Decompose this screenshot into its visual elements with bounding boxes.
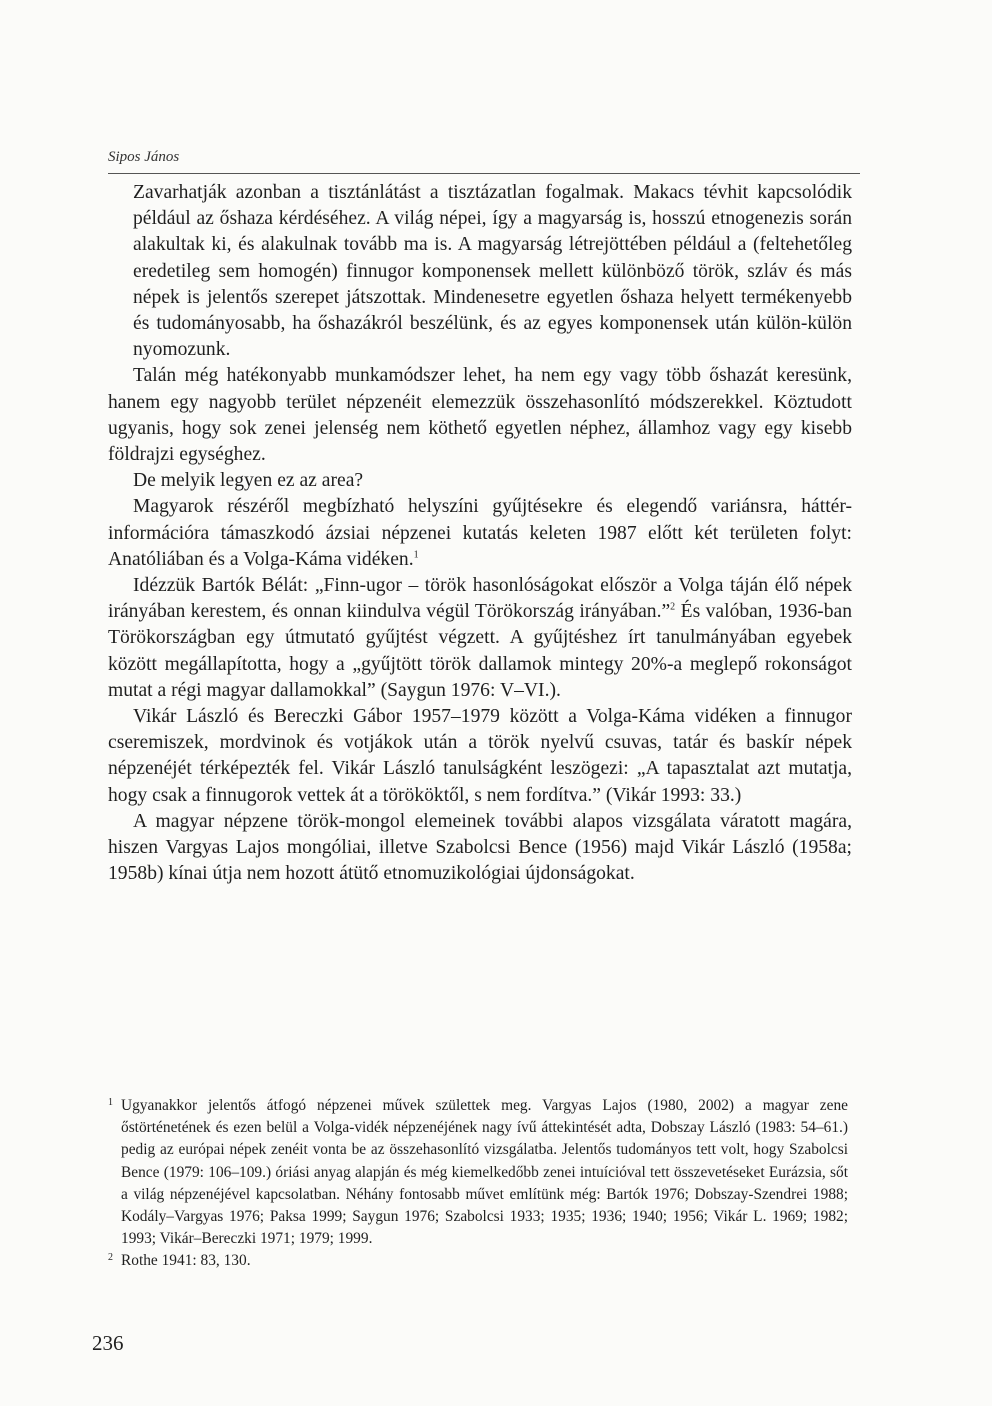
paragraph: Vikár László és Bereczki Gábor 1957–1979 között a Volga-Káma vidéken a finnugor cseremiszek, mordvinok és votjákok után a török nyelvű csuvas, tatár és baskír népek népzenéjét térképezték fel. Vikár László tanulságként leszögezi: „A tapasztalat azt mutatja, hogy csak a finnugorok vettek át a törököktől, s nem fordítva.” (Vikár 1993: 33.): [108, 706, 852, 806]
footnote-mark: 2: [108, 1252, 113, 1264]
paragraph: [108, 573, 852, 704]
paragraph: De melyik legyen ez az area?: [133, 470, 364, 492]
paragraph: Talán még hatékonyabb munkamódszer lehet, ha nem egy vagy több őshazát keresünk, hanem egy nagyobb terület népzenéit elemezzük összehasonlító módszerekkel. Köztudott ugyanis, hogy sok zenei jelenség nem köthető egyetlen néphez, államhoz vagy egy kisebb földrajzi egységhez.: [108, 365, 852, 466]
header-rule: [108, 173, 860, 174]
main-text: [108, 180, 852, 887]
paragraph: Zavarhatják azonban a tisztánlátást a tisztázatlan fogalmak. Makacs tévhit kapcsolódik például az őshaza kérdéséhez. A világ népei, így a magyarság is, hosszú etnogenezis során alakultak ki, és alakulnak tovább ma is. A magyarság létrejöttében például a (feltehetőleg eredetileg sem homogén) finnugor komponensek mellett különböző török, szláv és más népek is jelentős szerepet játszottak. Mindenesetre egyetlen őshaza helyett termékenyebb és tudományosabb, ha őshazákról beszélünk, és az egyes komponensek után külön-külön nyomozunk.: [133, 182, 852, 361]
footnote-ref[interactable]: 2: [670, 601, 676, 613]
footnote-ref[interactable]: 1: [413, 549, 419, 561]
paragraph-text: Magyarok részéről megbízható helyszíni gyűjtésekre és elegendő variánsra, háttér-információra támaszkodó ázsiai népzenei kutatás keleten 1987 előtt két területen folyt: Anatóliában és a Volga-Káma vidéken.: [108, 496, 852, 570]
footnote: [108, 1250, 848, 1272]
footnotes: [108, 1095, 848, 1273]
page-number: 236: [92, 1331, 124, 1355]
footnote: [108, 1095, 848, 1250]
paragraph: A magyar népzene török-mongol elemeinek további alapos vizsgálata váratott magára, hiszen Vargyas Lajos mongóliai, illetve Szabolcsi Bence (1956) majd Vikár László (1958a; 1958b) kínai útja nem hozott átütő etnomuzikológiai újdonságokat.: [108, 810, 852, 885]
paragraph: [108, 494, 852, 573]
paragraph-text: Idézzük Bartók Bélát: „Finn-ugor – török hasonlóságokat először a Volga táján élő népek irányában kerestem, és onnan kiindulva végül Törökország irányában.”$^2$ És valóban, 1936-ban Törökországban egy útmutató gyűjtést végzett. A gyűjtéshez írt tanulmányában egyebek között megállapította, hogy a „gyűjtött török dallamok mintegy 20%-a meglepő rokonságot mutat a régi magyar dallamokkal” (Saygun 1976: V–VI.).: [108, 575, 852, 701]
running-head-author: Sipos János: [108, 149, 180, 165]
footnote-text: Ugyanakkor jelentős átfogó népzenei művek születtek meg. Vargyas Lajos (1980, 2002) a magyar zene őstörténetének és ezen belül a Volga-vidék népzenéjének nagy ívű áttekintését adta, Dobszay László (1983: 54–61.) pedig az európai népek zenéit vonta be az összehasonlító vizsgálatba. Jelentős tudományos tett volt, hogy Szabolcsi Bence (1979: 106–109.) óriási anyag alapján és még kiemelkedőbb zenei intuícióval tett összevetéseket Eurázsia, sőt a világ népzenéjével kapcsolatban. Néhány fontosabb művet említünk még: Bartók 1976; Dobszay-Szendrei 1988; Kodály–Vargyas 1976; Paksa 1999; Saygun 1976; Szabolcsi 1933; 1935; 1936; 1940; 1956; Vikár L. 1969; 1982; 1993; Vikár–Bereczki 1971; 1979; 1999.: [121, 1097, 848, 1248]
footnote-text: Rothe 1941: 83, 130.: [121, 1252, 251, 1270]
footnote-mark: 1: [108, 1097, 113, 1108]
